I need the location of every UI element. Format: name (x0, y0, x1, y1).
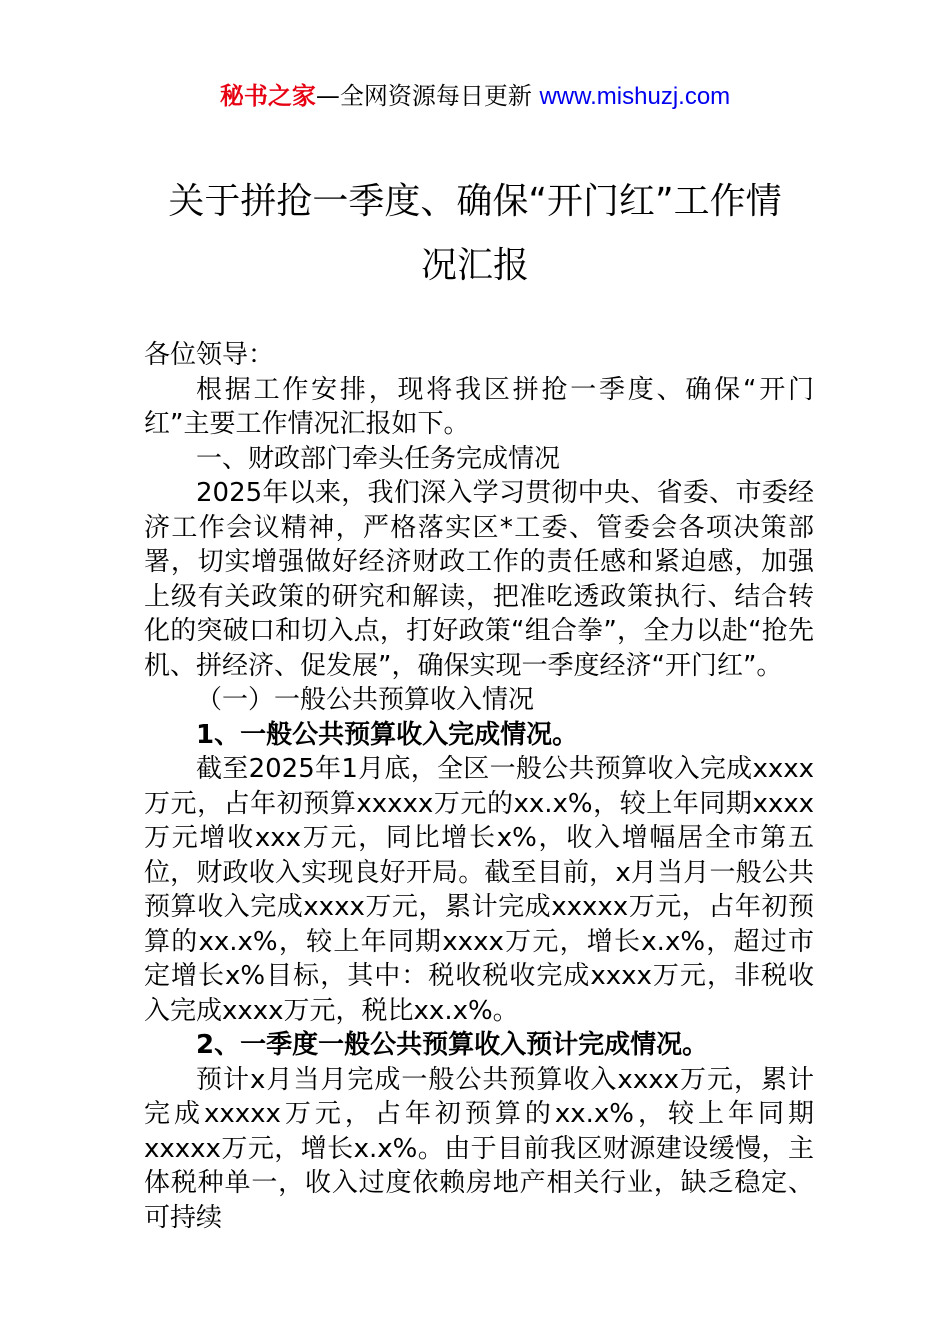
item-heading-2: 2、一季度一般公共预算收入预计完成情况。 (196, 1030, 709, 1060)
title-line-1: 关于拼抢一季度、确保“开门红”工作情 (168, 181, 782, 222)
site-header (0, 80, 950, 113)
section-heading-1: 一、财政部门牵头任务完成情况 (196, 443, 561, 474)
site-url[interactable]: www.mishuzj.com (539, 83, 731, 110)
overview-paragraph: 2025年以来，我们深入学习贯彻中央、省委、市委经济工作会议精神，严格落实区*工委、管委会各项决策部署，切实增强做好经济财政工作的责任感和紧迫感，加强上级有关政策的研究和解读，把准吃透政策执行、结合转化的突破口和切入点，打好政策“组合拳”，全力以赴“抢先机、拼经济、促发展”，确保实现一季度经济“开门红”。 (144, 478, 814, 681)
document-body (144, 338, 814, 1235)
salutation: 各位领导： (144, 340, 275, 370)
forecast-paragraph: 预计x月当月完成一般公共预算收入xxxx万元，累计完成xxxxx万元，占年初预算的xx.x%，较上年同期xxxxx万元，增长x.x%。由于目前我区财源建设缓慢，主体税种单一，收入过度依赖房地产相关行业，缺乏稳定、可持续 (144, 1064, 814, 1233)
header-slogan: —全网资源每日更新 (315, 82, 540, 110)
item-heading-1: 1、一般公共预算收入完成情况。 (196, 719, 579, 750)
intro-paragraph: 根据工作安排，现将我区拼抢一季度、确保“开门红”主要工作情况汇报如下。 (144, 374, 814, 439)
brand-name: 秘书之家 (219, 82, 316, 110)
revenue-paragraph: 截至2025年1月底，全区一般公共预算收入完成xxxx万元，占年初预算xxxxx万元的xx.x%，较上年同期xxxx万元增收xxx万元，同比增长x%，收入增幅居全市第五位，财政收入实现良好开局。截至目前，x月当月一般公共预算收入完成xxxx万元，累计完成xxxxx万元，占年初预算的xx.x%，较上年同期xxxx万元，增长x.x%，超过市定增长x%目标，其中：税收税收完成xxxx万元，非税收入完成xxxx万元，税比xx.x%。 (144, 754, 814, 1026)
document-title (140, 170, 810, 298)
subsection-heading: （一）一般公共预算收入情况 (196, 685, 535, 715)
title-line-2: 况汇报 (420, 245, 529, 286)
